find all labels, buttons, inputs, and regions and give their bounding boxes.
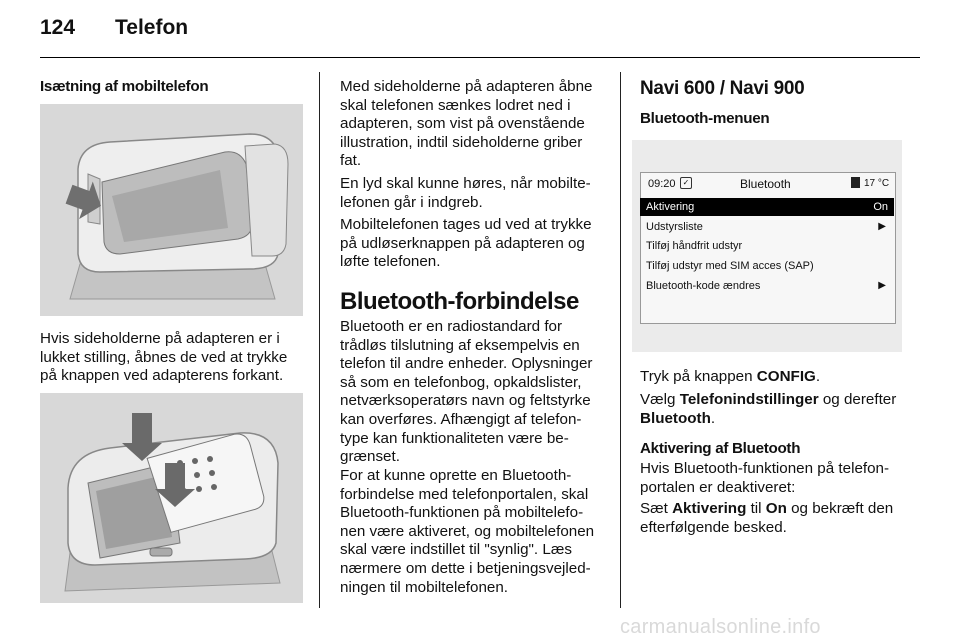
paragraph-open-side-holders [40, 330, 287, 386]
adapter-open-illustration [40, 104, 303, 316]
menu-item-add-handsfree[interactable] [640, 237, 894, 255]
text-line: ningen til mobiltelefonen. [340, 578, 509, 596]
text-line: skal være indstillet til "synlig". Læs [340, 541, 572, 559]
menu-item-value: On [873, 201, 888, 213]
phone-icon [851, 177, 860, 188]
text-line: Mobiltelefonen tages ud ved at trykke [340, 216, 592, 233]
bluetooth-menu-screen [632, 140, 902, 352]
watermark: carmanualsonline.info [620, 616, 821, 638]
phone-insertion-illustration [40, 393, 303, 603]
text-line: Bluetooth er en radiostandard for [340, 318, 563, 335]
section-title-bluetooth-connection: Bluetooth-forbindelse [340, 288, 579, 315]
text-line: grænset. [340, 448, 400, 466]
menu-item-add-sap-device[interactable] [640, 257, 894, 275]
menu-item-label: Udstyrsliste [646, 221, 703, 233]
column-divider [319, 72, 320, 608]
text-line: Hvis Bluetooth-funktionen på telefon- [640, 460, 890, 477]
subheading-activate-bluetooth: Aktivering af Bluetooth [640, 440, 801, 457]
text-line: på udløserknappen på adapteren og [340, 234, 585, 252]
paragraph-press-config: Tryk på knappen CONFIG. [640, 368, 821, 385]
subheading-bluetooth-menu: Bluetooth-menuen [640, 110, 770, 127]
text-line: Bluetooth-funktionen på mobiltelefo- [340, 504, 584, 522]
text-line: telefon til andre enheder. Oplysninger [340, 355, 593, 373]
menu-item-label: Tilføj håndfrit udstyr [646, 240, 743, 252]
text-line: Hvis sideholderne på adapteren er i [40, 330, 280, 347]
chevron-right-icon: ▶ [878, 221, 886, 232]
text-line: portalen er deaktiveret: [640, 478, 796, 496]
section-title-navi: Navi 600 / Navi 900 [640, 78, 805, 99]
page-number: 124 [40, 16, 76, 39]
menu-item-activation[interactable] [640, 198, 894, 216]
text-line: lukket stilling, åbnes de ved at trykke [40, 348, 288, 366]
text-line: så som en telefonbog, opkaldslister, [340, 373, 582, 391]
text-line: kan overføres. Afhængigt af telefon- [340, 410, 582, 428]
text-line: nærmere om dette i betjeningsvejled- [340, 559, 591, 577]
text-line: nen være aktiveret, og mobiltelefonen [340, 522, 595, 540]
paragraph-if-deactivated [640, 460, 920, 497]
column-divider [620, 72, 621, 608]
text-line: trådløs tilslutning af eksempelvis en [340, 336, 580, 354]
paragraph-select-settings: Vælg Telefonindstillinger og derefter Bluetooth. [640, 391, 897, 427]
text-line: En lyd skal kunne høres, når mobilte- [340, 175, 591, 192]
menu-item-label: Tilføj udstyr med SIM acces (SAP) [646, 260, 814, 272]
paragraph-setup-connection [340, 467, 612, 597]
menu-item-device-list[interactable] [640, 218, 894, 236]
paragraph-remove-phone [340, 216, 610, 272]
menu-item-label: Aktivering [646, 201, 695, 213]
text-line: adapteren, som vist på ovenstående [340, 115, 585, 133]
text-line: illustration, indtil sideholderne griber [340, 133, 583, 151]
screen-title: Bluetooth [740, 177, 791, 191]
phone-status-icon: ✓ [680, 177, 692, 189]
paragraph-bluetooth-standard [340, 318, 612, 467]
text-line: Med sideholderne på adapteren åbne [340, 78, 593, 95]
menu-item-change-code[interactable] [640, 277, 894, 295]
text-line: type kan funktionaliteten være be- [340, 429, 569, 447]
paragraph-set-activation-on: Sæt Aktivering til On og bekræft den efterfølgende besked. [640, 500, 894, 536]
text-line: løfte telefonen. [340, 253, 441, 271]
screen-clock: 09:20 [648, 178, 676, 190]
text-line: netværksoperatørs navn og feltstyrke [340, 392, 591, 410]
chevron-right-icon: ▶ [878, 280, 886, 291]
text-line: skal telefonen sænkes lodret ned i [340, 96, 571, 114]
text-line: på knappen ved adapterens forkant. [40, 367, 284, 385]
paragraph-click-sound [340, 175, 610, 212]
section-heading-insertion: Isætning af mobiltelefon [40, 78, 209, 95]
text-line: forbindelse med telefonportalen, skal [340, 485, 589, 503]
page-title: Telefon [115, 16, 189, 39]
header-rule [40, 57, 920, 58]
menu-item-label: Bluetooth-kode ændres [646, 280, 761, 292]
screen-temperature: 17 °C [864, 178, 890, 189]
paragraph-lower-phone [340, 78, 610, 171]
text-line: lefonen går i indgreb. [340, 193, 483, 211]
text-line: fat. [340, 152, 362, 170]
text-line: For at kunne oprette en Bluetooth- [340, 467, 572, 484]
